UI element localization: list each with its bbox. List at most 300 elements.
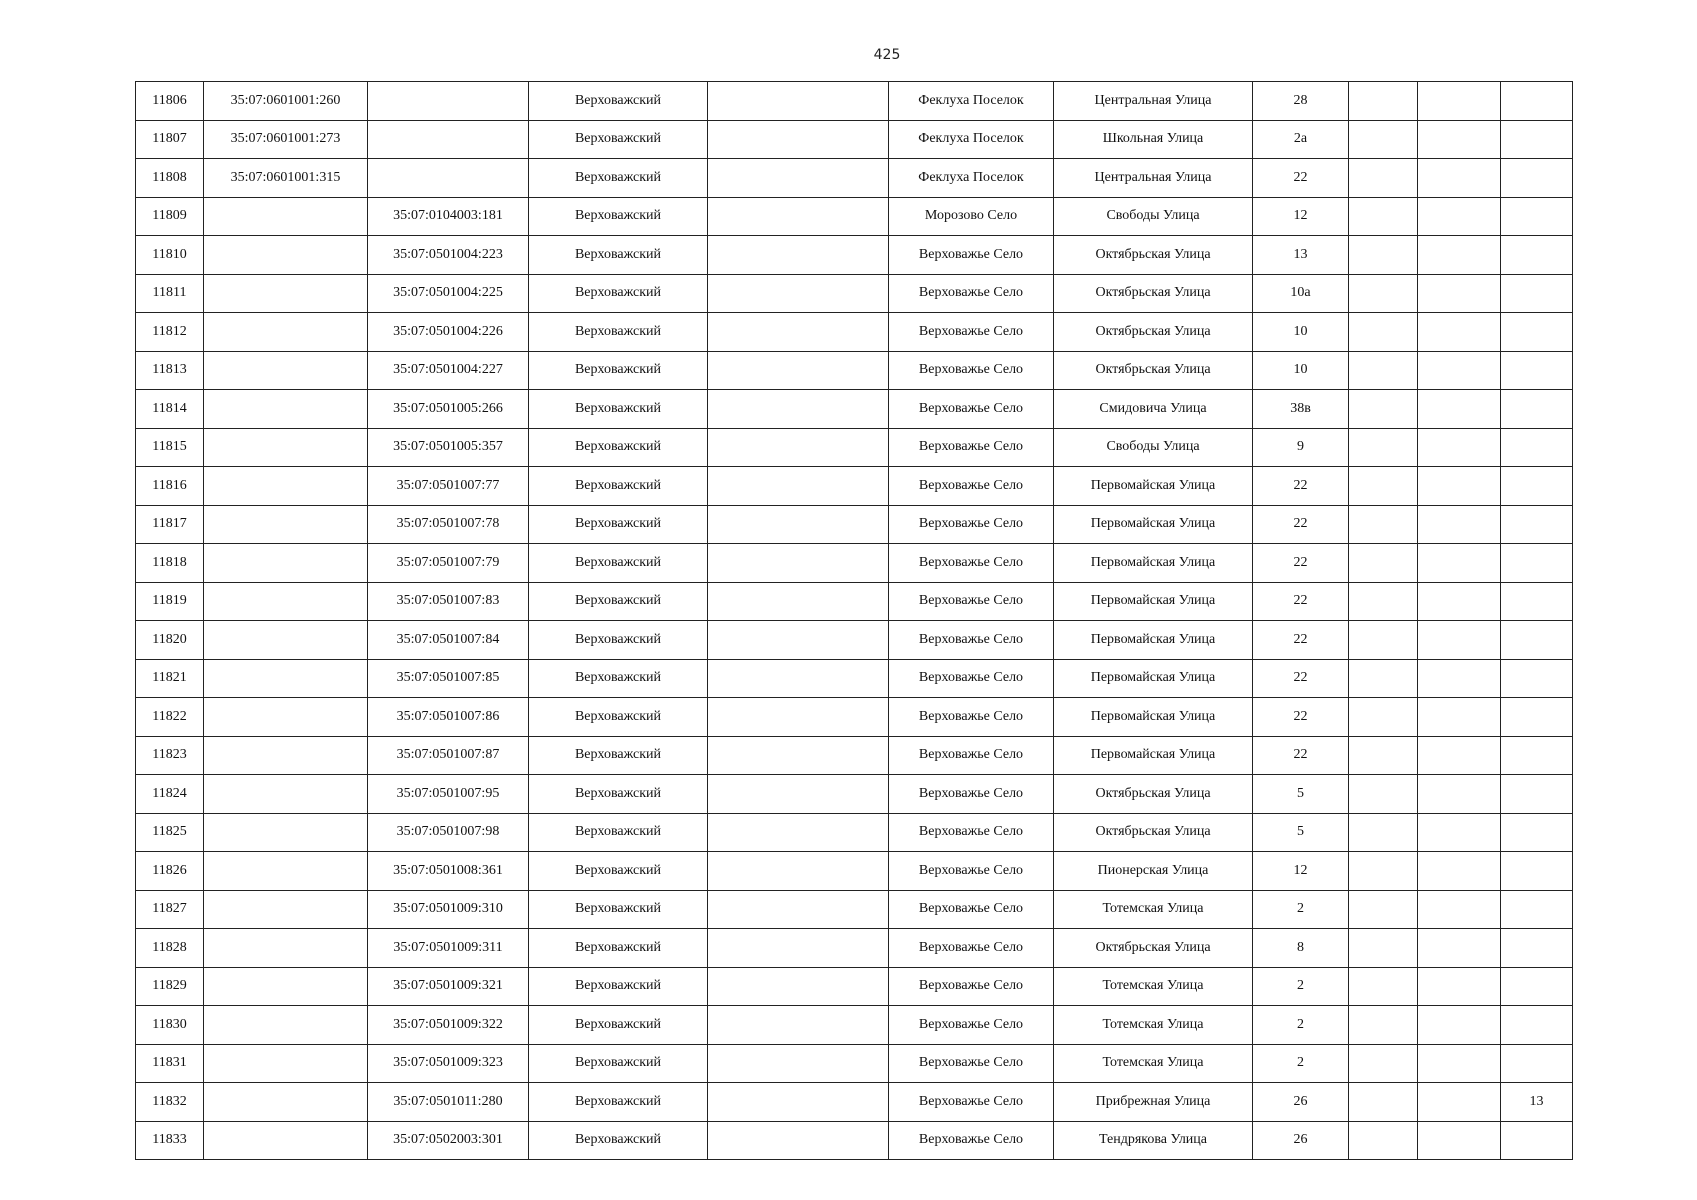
extra-cell-1	[1349, 236, 1418, 275]
settlement-cell: Верховажье Село	[889, 1044, 1054, 1083]
cadastral-number-cell	[204, 351, 368, 390]
extra-cell-1	[1349, 582, 1418, 621]
extra-cell-2	[1418, 813, 1501, 852]
cadastral-number-alt-cell: 35:07:0501007:83	[368, 582, 529, 621]
extra-cell-3	[1501, 967, 1573, 1006]
table-row	[136, 698, 1573, 737]
row-number-cell: 11806	[136, 82, 204, 121]
cadastral-number-cell	[204, 929, 368, 968]
row-number-cell: 11811	[136, 274, 204, 313]
cadastral-number-cell	[204, 274, 368, 313]
extra-cell-1	[1349, 659, 1418, 698]
settlement-cell: Морозово Село	[889, 197, 1054, 236]
settlement-cell: Верховажье Село	[889, 390, 1054, 429]
empty-cell	[708, 967, 889, 1006]
row-number-cell: 11808	[136, 159, 204, 198]
row-number-cell: 11810	[136, 236, 204, 275]
table-row	[136, 313, 1573, 352]
empty-cell	[708, 813, 889, 852]
empty-cell	[708, 428, 889, 467]
settlement-cell: Верховажье Село	[889, 313, 1054, 352]
street-cell: Первомайская Улица	[1054, 698, 1253, 737]
street-cell: Свободы Улица	[1054, 197, 1253, 236]
extra-cell-2	[1418, 197, 1501, 236]
row-number-cell: 11831	[136, 1044, 204, 1083]
district-cell: Верховажский	[529, 505, 708, 544]
extra-cell-3	[1501, 852, 1573, 891]
extra-cell-1	[1349, 467, 1418, 506]
empty-cell	[708, 544, 889, 583]
empty-cell	[708, 390, 889, 429]
street-cell: Смидовича Улица	[1054, 390, 1253, 429]
cadastral-number-cell	[204, 428, 368, 467]
street-cell: Первомайская Улица	[1054, 659, 1253, 698]
table-row	[136, 659, 1573, 698]
cadastral-number-alt-cell: 35:07:0501007:87	[368, 736, 529, 775]
row-number-cell: 11830	[136, 1006, 204, 1045]
house-number-cell: 22	[1253, 736, 1349, 775]
house-number-cell: 22	[1253, 698, 1349, 737]
house-number-cell: 22	[1253, 544, 1349, 583]
street-cell: Прибрежная Улица	[1054, 1083, 1253, 1122]
house-number-cell: 13	[1253, 236, 1349, 275]
cadastral-number-alt-cell: 35:07:0502003:301	[368, 1121, 529, 1160]
cadastral-number-cell	[204, 659, 368, 698]
row-number-cell: 11814	[136, 390, 204, 429]
extra-cell-2	[1418, 274, 1501, 313]
extra-cell-2	[1418, 890, 1501, 929]
empty-cell	[708, 698, 889, 737]
extra-cell-2	[1418, 1006, 1501, 1045]
extra-cell-3	[1501, 736, 1573, 775]
extra-cell-3	[1501, 890, 1573, 929]
empty-cell	[708, 621, 889, 660]
cadastral-number-cell	[204, 1044, 368, 1083]
extra-cell-3	[1501, 82, 1573, 121]
extra-cell-2	[1418, 505, 1501, 544]
extra-cell-3	[1501, 544, 1573, 583]
house-number-cell: 38в	[1253, 390, 1349, 429]
empty-cell	[708, 159, 889, 198]
district-cell: Верховажский	[529, 390, 708, 429]
empty-cell	[708, 197, 889, 236]
extra-cell-3	[1501, 698, 1573, 737]
cadastral-number-alt-cell: 35:07:0501007:98	[368, 813, 529, 852]
cadastral-number-cell	[204, 467, 368, 506]
house-number-cell: 10	[1253, 351, 1349, 390]
row-number-cell: 11827	[136, 890, 204, 929]
empty-cell	[708, 582, 889, 621]
extra-cell-2	[1418, 967, 1501, 1006]
extra-cell-1	[1349, 159, 1418, 198]
cadastral-number-alt-cell	[368, 159, 529, 198]
extra-cell-2	[1418, 82, 1501, 121]
district-cell: Верховажский	[529, 967, 708, 1006]
district-cell: Верховажский	[529, 544, 708, 583]
settlement-cell: Верховажье Село	[889, 351, 1054, 390]
extra-cell-2	[1418, 467, 1501, 506]
table-row	[136, 890, 1573, 929]
district-cell: Верховажский	[529, 313, 708, 352]
cadastral-number-alt-cell	[368, 82, 529, 121]
house-number-cell: 10а	[1253, 274, 1349, 313]
cadastral-number-alt-cell	[368, 120, 529, 159]
house-number-cell: 2а	[1253, 120, 1349, 159]
house-number-cell: 8	[1253, 929, 1349, 968]
house-number-cell: 26	[1253, 1083, 1349, 1122]
house-number-cell: 22	[1253, 659, 1349, 698]
empty-cell	[708, 775, 889, 814]
extra-cell-1	[1349, 544, 1418, 583]
house-number-cell: 5	[1253, 813, 1349, 852]
extra-cell-3	[1501, 1044, 1573, 1083]
cadastral-number-alt-cell: 35:07:0501004:223	[368, 236, 529, 275]
house-number-cell: 22	[1253, 621, 1349, 660]
extra-cell-1	[1349, 428, 1418, 467]
district-cell: Верховажский	[529, 813, 708, 852]
settlement-cell: Феклуха Поселок	[889, 82, 1054, 121]
extra-cell-2	[1418, 659, 1501, 698]
cadastral-number-alt-cell: 35:07:0501009:311	[368, 929, 529, 968]
extra-cell-1	[1349, 82, 1418, 121]
row-number-cell: 11824	[136, 775, 204, 814]
street-cell: Октябрьская Улица	[1054, 236, 1253, 275]
street-cell: Октябрьская Улица	[1054, 313, 1253, 352]
row-number-cell: 11821	[136, 659, 204, 698]
registry-table	[135, 81, 1573, 1160]
table-row	[136, 582, 1573, 621]
district-cell: Верховажский	[529, 736, 708, 775]
extra-cell-1	[1349, 736, 1418, 775]
cadastral-number-alt-cell: 35:07:0501009:310	[368, 890, 529, 929]
settlement-cell: Верховажье Село	[889, 852, 1054, 891]
house-number-cell: 22	[1253, 505, 1349, 544]
cadastral-number-cell	[204, 698, 368, 737]
extra-cell-3	[1501, 159, 1573, 198]
cadastral-number-cell	[204, 736, 368, 775]
settlement-cell: Верховажье Село	[889, 890, 1054, 929]
settlement-cell: Верховажье Село	[889, 1083, 1054, 1122]
cadastral-number-cell	[204, 1083, 368, 1122]
table-row	[136, 967, 1573, 1006]
extra-cell-3	[1501, 659, 1573, 698]
table-row	[136, 82, 1573, 121]
extra-cell-1	[1349, 890, 1418, 929]
table-row	[136, 1121, 1573, 1160]
row-number-cell: 11815	[136, 428, 204, 467]
cadastral-number-alt-cell: 35:07:0501009:321	[368, 967, 529, 1006]
extra-cell-2	[1418, 1121, 1501, 1160]
settlement-cell: Верховажье Село	[889, 621, 1054, 660]
house-number-cell: 2	[1253, 967, 1349, 1006]
extra-cell-2	[1418, 582, 1501, 621]
table-row	[136, 813, 1573, 852]
district-cell: Верховажский	[529, 82, 708, 121]
cadastral-number-alt-cell: 35:07:0501009:322	[368, 1006, 529, 1045]
extra-cell-2	[1418, 852, 1501, 891]
extra-cell-1	[1349, 390, 1418, 429]
settlement-cell: Верховажье Село	[889, 582, 1054, 621]
settlement-cell: Верховажье Село	[889, 659, 1054, 698]
house-number-cell: 10	[1253, 313, 1349, 352]
cadastral-number-cell	[204, 813, 368, 852]
row-number-cell: 11823	[136, 736, 204, 775]
extra-cell-3	[1501, 505, 1573, 544]
extra-cell-1	[1349, 852, 1418, 891]
cadastral-number-cell	[204, 505, 368, 544]
cadastral-number-alt-cell: 35:07:0501004:226	[368, 313, 529, 352]
empty-cell	[708, 1006, 889, 1045]
district-cell: Верховажский	[529, 1006, 708, 1045]
cadastral-number-alt-cell: 35:07:0501009:323	[368, 1044, 529, 1083]
cadastral-number-alt-cell: 35:07:0501004:225	[368, 274, 529, 313]
row-number-cell: 11825	[136, 813, 204, 852]
street-cell: Тотемская Улица	[1054, 967, 1253, 1006]
house-number-cell: 28	[1253, 82, 1349, 121]
district-cell: Верховажский	[529, 159, 708, 198]
street-cell: Октябрьская Улица	[1054, 813, 1253, 852]
extra-cell-1	[1349, 698, 1418, 737]
table-row	[136, 1083, 1573, 1122]
cadastral-number-alt-cell: 35:07:0501007:84	[368, 621, 529, 660]
table-row	[136, 197, 1573, 236]
table-body	[136, 82, 1573, 1160]
extra-cell-3	[1501, 428, 1573, 467]
district-cell: Верховажский	[529, 197, 708, 236]
settlement-cell: Верховажье Село	[889, 467, 1054, 506]
table-row	[136, 236, 1573, 275]
street-cell: Пионерская Улица	[1054, 852, 1253, 891]
table-row	[136, 467, 1573, 506]
district-cell: Верховажский	[529, 1083, 708, 1122]
street-cell: Первомайская Улица	[1054, 505, 1253, 544]
empty-cell	[708, 1044, 889, 1083]
cadastral-number-alt-cell: 35:07:0501007:86	[368, 698, 529, 737]
district-cell: Верховажский	[529, 236, 708, 275]
extra-cell-3	[1501, 929, 1573, 968]
district-cell: Верховажский	[529, 428, 708, 467]
cadastral-number-cell	[204, 582, 368, 621]
extra-cell-2	[1418, 351, 1501, 390]
empty-cell	[708, 274, 889, 313]
cadastral-number-cell	[204, 852, 368, 891]
empty-cell	[708, 313, 889, 352]
table-row	[136, 544, 1573, 583]
table-row	[136, 736, 1573, 775]
empty-cell	[708, 467, 889, 506]
street-cell: Первомайская Улица	[1054, 544, 1253, 583]
house-number-cell: 12	[1253, 197, 1349, 236]
extra-cell-2	[1418, 736, 1501, 775]
district-cell: Верховажский	[529, 621, 708, 660]
row-number-cell: 11820	[136, 621, 204, 660]
table-row	[136, 775, 1573, 814]
district-cell: Верховажский	[529, 274, 708, 313]
table-row	[136, 351, 1573, 390]
extra-cell-1	[1349, 967, 1418, 1006]
empty-cell	[708, 351, 889, 390]
empty-cell	[708, 736, 889, 775]
row-number-cell: 11822	[136, 698, 204, 737]
district-cell: Верховажский	[529, 467, 708, 506]
settlement-cell: Верховажье Село	[889, 929, 1054, 968]
row-number-cell: 11818	[136, 544, 204, 583]
table-row	[136, 428, 1573, 467]
extra-cell-2	[1418, 428, 1501, 467]
extra-cell-3	[1501, 197, 1573, 236]
street-cell: Октябрьская Улица	[1054, 274, 1253, 313]
street-cell: Первомайская Улица	[1054, 582, 1253, 621]
house-number-cell: 9	[1253, 428, 1349, 467]
street-cell: Свободы Улица	[1054, 428, 1253, 467]
settlement-cell: Верховажье Село	[889, 775, 1054, 814]
street-cell: Первомайская Улица	[1054, 467, 1253, 506]
settlement-cell: Верховажье Село	[889, 1006, 1054, 1045]
row-number-cell: 11812	[136, 313, 204, 352]
street-cell: Тотемская Улица	[1054, 1006, 1253, 1045]
extra-cell-1	[1349, 1006, 1418, 1045]
cadastral-number-alt-cell: 35:07:0501011:280	[368, 1083, 529, 1122]
extra-cell-3: 13	[1501, 1083, 1573, 1122]
cadastral-number-cell	[204, 967, 368, 1006]
extra-cell-3	[1501, 120, 1573, 159]
settlement-cell: Верховажье Село	[889, 967, 1054, 1006]
extra-cell-3	[1501, 775, 1573, 814]
house-number-cell: 22	[1253, 582, 1349, 621]
empty-cell	[708, 505, 889, 544]
row-number-cell: 11828	[136, 929, 204, 968]
cadastral-number-cell	[204, 390, 368, 429]
extra-cell-3	[1501, 467, 1573, 506]
street-cell: Первомайская Улица	[1054, 621, 1253, 660]
extra-cell-3	[1501, 582, 1573, 621]
cadastral-number-cell	[204, 621, 368, 660]
street-cell: Октябрьская Улица	[1054, 775, 1253, 814]
extra-cell-3	[1501, 351, 1573, 390]
settlement-cell: Верховажье Село	[889, 813, 1054, 852]
street-cell: Первомайская Улица	[1054, 736, 1253, 775]
table-row	[136, 120, 1573, 159]
house-number-cell: 2	[1253, 1006, 1349, 1045]
cadastral-number-cell	[204, 236, 368, 275]
house-number-cell: 22	[1253, 467, 1349, 506]
cadastral-number-alt-cell: 35:07:0501005:266	[368, 390, 529, 429]
extra-cell-2	[1418, 1083, 1501, 1122]
extra-cell-2	[1418, 544, 1501, 583]
empty-cell	[708, 1121, 889, 1160]
extra-cell-1	[1349, 351, 1418, 390]
row-number-cell: 11807	[136, 120, 204, 159]
settlement-cell: Верховажье Село	[889, 544, 1054, 583]
row-number-cell: 11826	[136, 852, 204, 891]
cadastral-number-alt-cell: 35:07:0501008:361	[368, 852, 529, 891]
extra-cell-3	[1501, 1006, 1573, 1045]
cadastral-number-cell: 35:07:0601001:315	[204, 159, 368, 198]
page-number: 425	[873, 47, 901, 63]
cadastral-number-alt-cell: 35:07:0501007:79	[368, 544, 529, 583]
table-row	[136, 621, 1573, 660]
extra-cell-2	[1418, 775, 1501, 814]
district-cell: Верховажский	[529, 120, 708, 159]
extra-cell-2	[1418, 313, 1501, 352]
extra-cell-1	[1349, 1083, 1418, 1122]
table-row	[136, 1044, 1573, 1083]
district-cell: Верховажский	[529, 1044, 708, 1083]
street-cell: Тендрякова Улица	[1054, 1121, 1253, 1160]
street-cell: Октябрьская Улица	[1054, 929, 1253, 968]
row-number-cell: 11833	[136, 1121, 204, 1160]
extra-cell-3	[1501, 390, 1573, 429]
street-cell: Школьная Улица	[1054, 120, 1253, 159]
cadastral-number-cell	[204, 1006, 368, 1045]
extra-cell-1	[1349, 1044, 1418, 1083]
extra-cell-2	[1418, 390, 1501, 429]
empty-cell	[708, 82, 889, 121]
extra-cell-2	[1418, 159, 1501, 198]
district-cell: Верховажский	[529, 351, 708, 390]
extra-cell-2	[1418, 120, 1501, 159]
extra-cell-3	[1501, 813, 1573, 852]
cadastral-number-cell	[204, 313, 368, 352]
district-cell: Верховажский	[529, 775, 708, 814]
cadastral-number-alt-cell: 35:07:0501005:357	[368, 428, 529, 467]
extra-cell-1	[1349, 197, 1418, 236]
cadastral-number-cell	[204, 544, 368, 583]
table-row	[136, 505, 1573, 544]
extra-cell-1	[1349, 313, 1418, 352]
table-row	[136, 852, 1573, 891]
cadastral-number-alt-cell: 35:07:0501007:77	[368, 467, 529, 506]
settlement-cell: Верховажье Село	[889, 1121, 1054, 1160]
cadastral-number-cell: 35:07:0601001:260	[204, 82, 368, 121]
house-number-cell: 26	[1253, 1121, 1349, 1160]
extra-cell-1	[1349, 274, 1418, 313]
empty-cell	[708, 929, 889, 968]
extra-cell-3	[1501, 1121, 1573, 1160]
extra-cell-1	[1349, 1121, 1418, 1160]
district-cell: Верховажский	[529, 698, 708, 737]
extra-cell-1	[1349, 120, 1418, 159]
street-cell: Октябрьская Улица	[1054, 351, 1253, 390]
street-cell: Тотемская Улица	[1054, 1044, 1253, 1083]
district-cell: Верховажский	[529, 852, 708, 891]
cadastral-number-cell	[204, 197, 368, 236]
extra-cell-2	[1418, 236, 1501, 275]
district-cell: Верховажский	[529, 659, 708, 698]
table-row	[136, 1006, 1573, 1045]
house-number-cell: 22	[1253, 159, 1349, 198]
cadastral-number-alt-cell: 35:07:0104003:181	[368, 197, 529, 236]
house-number-cell: 12	[1253, 852, 1349, 891]
row-number-cell: 11817	[136, 505, 204, 544]
cadastral-number-alt-cell: 35:07:0501007:95	[368, 775, 529, 814]
table-row	[136, 159, 1573, 198]
settlement-cell: Верховажье Село	[889, 736, 1054, 775]
empty-cell	[708, 852, 889, 891]
extra-cell-1	[1349, 813, 1418, 852]
extra-cell-3	[1501, 274, 1573, 313]
empty-cell	[708, 120, 889, 159]
settlement-cell: Феклуха Поселок	[889, 159, 1054, 198]
extra-cell-3	[1501, 621, 1573, 660]
extra-cell-3	[1501, 313, 1573, 352]
table-row	[136, 929, 1573, 968]
empty-cell	[708, 236, 889, 275]
empty-cell	[708, 1083, 889, 1122]
empty-cell	[708, 890, 889, 929]
row-number-cell: 11809	[136, 197, 204, 236]
cadastral-number-alt-cell: 35:07:0501004:227	[368, 351, 529, 390]
